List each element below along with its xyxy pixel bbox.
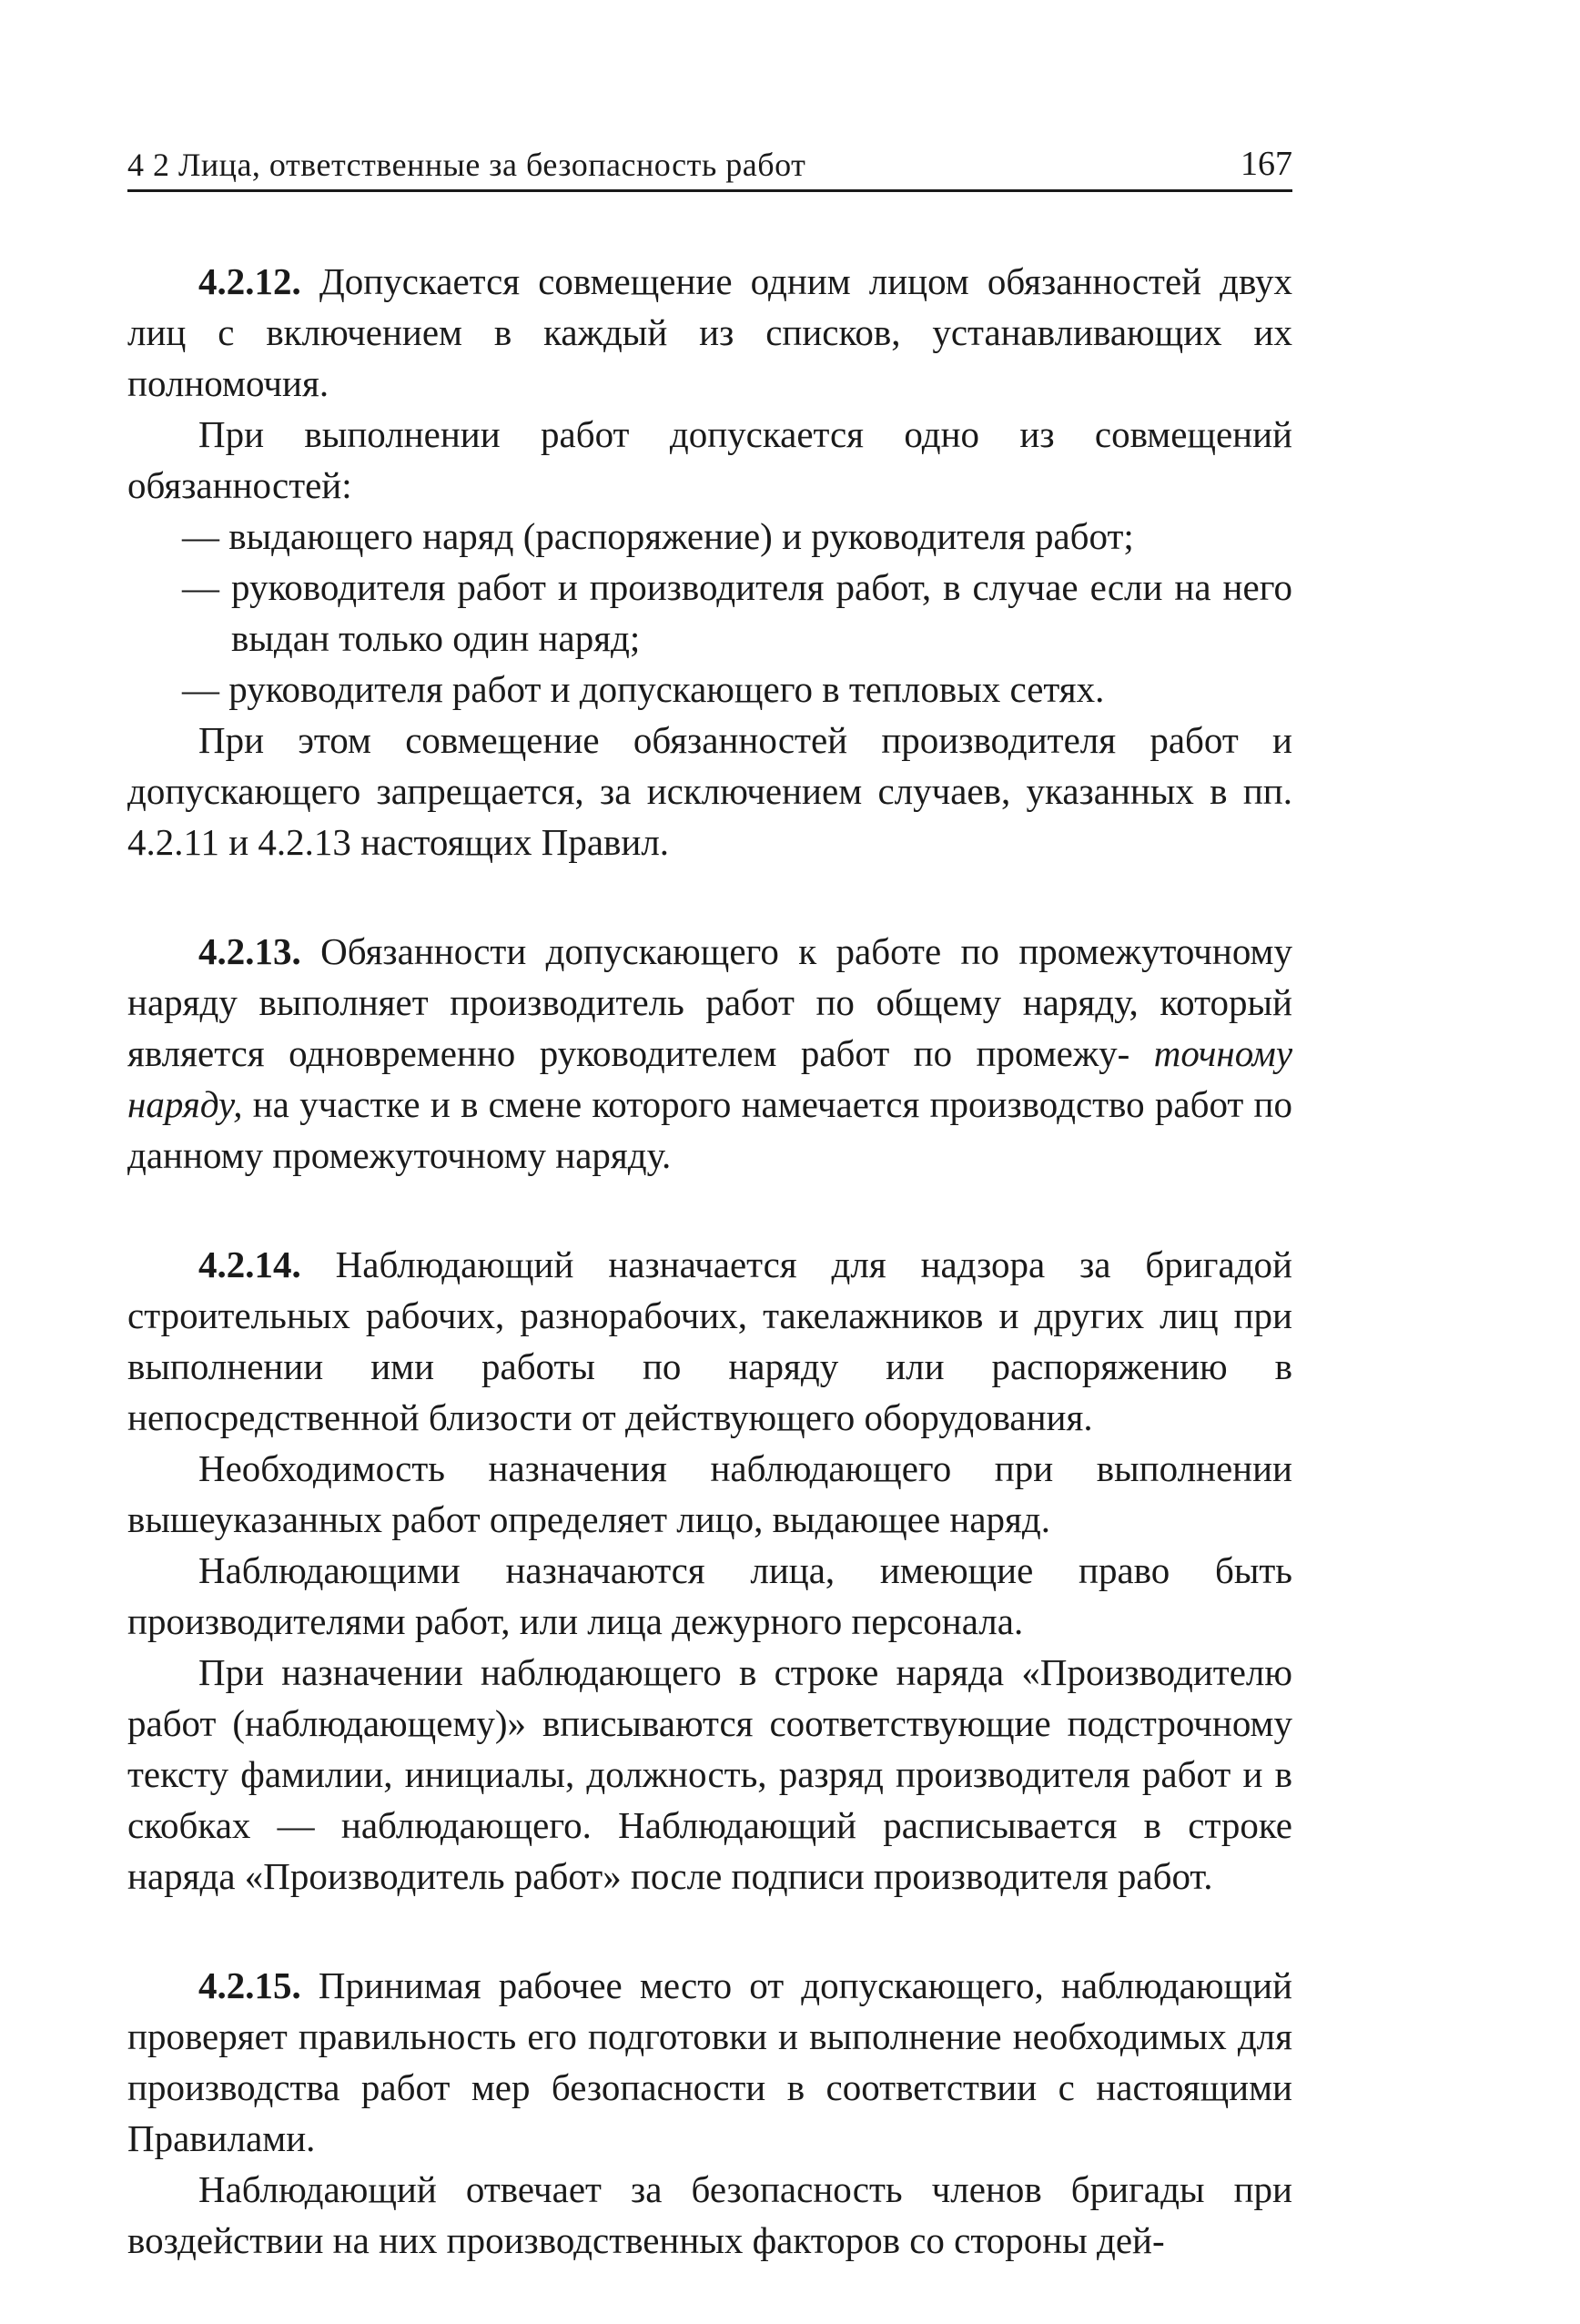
page-number: 167 [1241,145,1292,183]
clause-paragraph: Необходимость назначения наблюдающего при выполнении вышеуказанных работ определяет лицо, выдающее наряд. [127,1446,1292,1540]
italic-term: точному наряду, [127,1031,1293,1125]
clause-paragraph: Наблюдающими назначаются лица, имеющие право быть производителями работ, или лица дежурного персонала. [127,1548,1292,1642]
clause-number: 4.2.13. [198,929,301,972]
clause-paragraph: 4.2.12. Допускается совмещение одним лицом обязанностей двух лиц с включением в каждый из списков, устанавливающих их полномочия. [127,259,1292,404]
clause-4-2-12 [127,256,1292,868]
clause-paragraph: 4.2.13. Обязанности допускающего к работе по промежуточному наряду выполняет производитель работ по общему наряду, который является одновременно руководителем работ по промежу- точному наряду, на участке и в смене которого намечается производство работ по данному промежуточному наряду. [127,929,1293,1176]
running-header [127,146,1292,192]
clause-4-2-13 [127,926,1292,1181]
list-item: — выдающего наряд (распоряжение) и руководителя работ; [182,514,1134,557]
clause-paragraph: При этом совмещение обязанностей производителя работ и допускающего запрещается, за исключением случаев, указанных в пп. 4.2.11 и 4.2.13 настоящих Правил. [127,718,1292,863]
document-page [127,146,1292,2324]
clause-paragraph: 4.2.14. Наблюдающий назначается для надзора за бригадой строительных рабочих, разнорабочих, такелажников и других лиц при выполнении ими работы по наряду или распоряжению в непосредственной близости от действующего оборудования. [127,1243,1293,1438]
clause-paragraph: При выполнении работ допускается одно из совмещений обязанностей: [127,412,1292,506]
clause-number: 4.2.15. [198,1964,301,2006]
clause-paragraph: Наблюдающий отвечает за безопасность членов бригады при воздействии на них производственных факторов со стороны дей- [127,2167,1292,2261]
list-item: — руководителя работ и производителя работ, в случае если на него выдан только один наряд; [182,565,1292,659]
clause-number: 4.2.14. [198,1243,301,1285]
clause-paragraph: При назначении наблюдающего в строке наряда «Производителю работ (наблюдающему)» вписываются соответствующие подстрочному тексту фамилии, инициалы, должность, разряд производителя работ и в скобках — наблюдающего. Наблюдающий расписывается в строке наряда «Производитель работ» после подписи производителя работ. [127,1650,1292,1897]
list-item: — руководителя работ и допускающего в тепловых сетях. [182,667,1105,710]
clause-4-2-15 [127,1960,1292,2266]
clause-paragraph: 4.2.15. Принимая рабочее место от допускающего, наблюдающий проверяет правильность его подготовки и выполнение необходимых для производства работ мер безопасности в соответствии с настоящими Правилами. [127,1964,1292,2159]
section-title: 4 2 Лица, ответственные за безопасность работ [127,147,806,184]
clause-number: 4.2.12. [198,259,301,302]
clause-4-2-14 [127,1239,1292,1902]
